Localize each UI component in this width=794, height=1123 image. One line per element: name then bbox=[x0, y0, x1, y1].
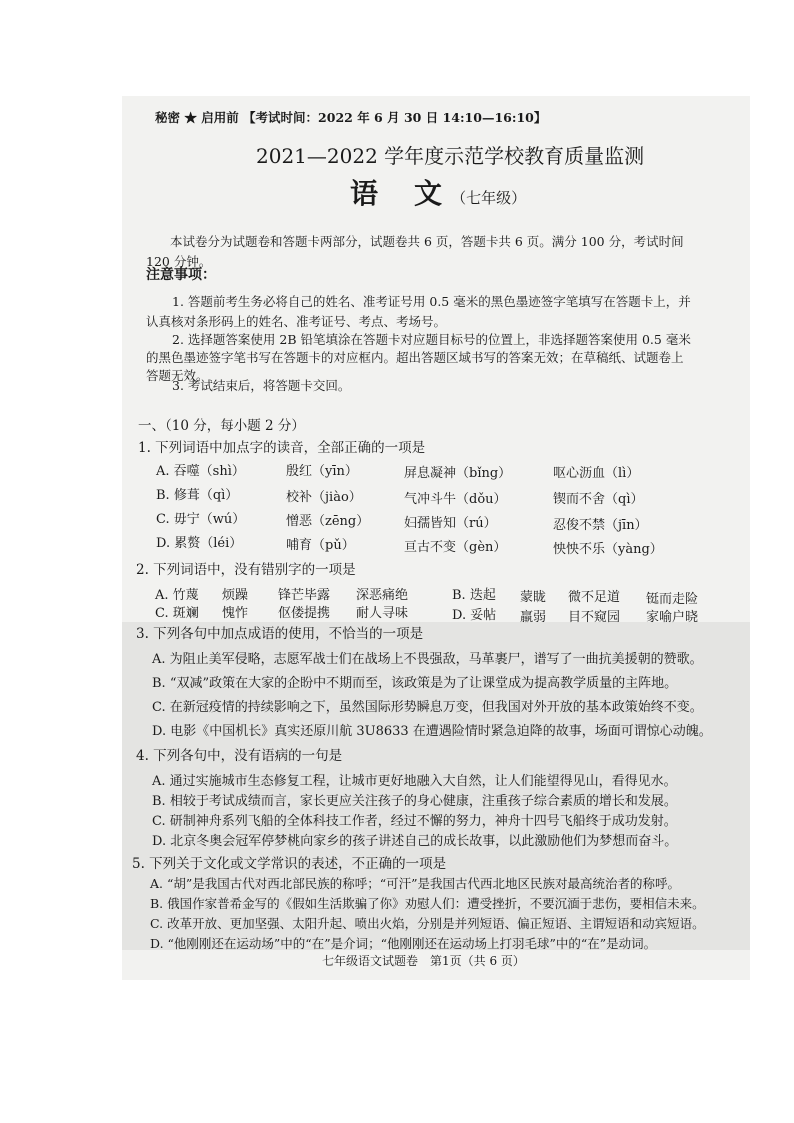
q1-a-4: 呕心沥血（lì） bbox=[553, 466, 640, 481]
q3-option-d: D. 电影《中国机长》真实还原川航 3U8633 在遭遇险情时紧急迫降的故事，场面可谓惊心动魄。 bbox=[152, 724, 712, 739]
q4-stem: 4. 下列各句中，没有语病的一句是 bbox=[136, 748, 343, 764]
q2-d-3: 目不窥园 bbox=[568, 610, 621, 625]
section-heading: 一、（10 分，每小题 2 分） bbox=[138, 418, 305, 434]
q2-b-3: 微不足道 bbox=[568, 590, 621, 605]
grade-label: （七年级） bbox=[451, 189, 527, 207]
q2-d-4: 家喻户晓 bbox=[646, 610, 699, 625]
note-3: 3. 考试结束后，将答题卡交回。 bbox=[172, 378, 351, 393]
q3-option-a: A. 为阻止美军侵略，志愿军战士们在战场上不畏强敌，马革裹尸，谱写了一曲抗美援朝的赞歌。 bbox=[152, 652, 703, 667]
q3-option-c: C. 在新冠疫情的持续影响之下，虽然国际形势瞬息万变，但我国对外开放的基本政策始终不变。 bbox=[152, 700, 703, 715]
note-1b: 认真核对条形码上的姓名、准考证号、考点、考场号。 bbox=[146, 314, 447, 329]
q1-d-1: D. 累赘（léi） bbox=[156, 536, 243, 551]
q2-b-2: 蒙眬 bbox=[520, 590, 547, 605]
q2-a-3: 锋芒毕露 bbox=[278, 588, 331, 603]
q1-d-2: 哺育（pǔ） bbox=[286, 538, 355, 553]
q1-d-4: 怏怏不乐（yàng） bbox=[553, 542, 663, 557]
intro-line-2: 120 分钟。 bbox=[146, 254, 212, 269]
q2-b-4: 铤而走险 bbox=[646, 592, 699, 607]
q2-c-2: 愧怍 bbox=[222, 606, 249, 621]
notes-heading: 注意事项： bbox=[146, 267, 216, 283]
q2-stem: 2. 下列词语中，没有错别字的一项是 bbox=[136, 562, 356, 578]
q1-c-1: C. 毋宁（wú） bbox=[156, 512, 246, 527]
q1-b-4: 锲而不舍（qì） bbox=[553, 492, 644, 507]
q1-a-1: A. 吞噬（shì） bbox=[156, 464, 245, 479]
note-1a: 1. 答题前考生务必将自己的姓名、准考证号用 0.5 毫米的黑色墨迹签字笔填写在答题卡上，并 bbox=[172, 294, 691, 309]
intro-line-1: 本试卷分为试题卷和答题卡两部分，试题卷共 6 页，答题卡共 6 页。满分 100 分，考试时间 bbox=[170, 234, 684, 249]
q5-option-a: A. “胡”是我国古代对西北部民族的称呼；“可汗”是我国古代西北地区民族对最高统治者的称呼。 bbox=[150, 876, 681, 891]
q4-option-d: D. 北京冬奥会冠军停梦桃向家乡的孩子讲述自己的成长故事，以此激励他们为梦想而奋斗。 bbox=[152, 834, 678, 849]
q5-option-b: B. 俄国作家普希金写的《假如生活欺骗了你》劝慰人们：遭受挫折，不要沉湎于悲伤，要相信未来。 bbox=[150, 896, 705, 911]
secret-line: 秘密 ★ 启用前 【考试时间：2022 年 6 月 30 日 14:10—16:10】 bbox=[155, 110, 547, 125]
subject-name: 语 文 bbox=[350, 177, 447, 210]
q4-option-c: C. 研制神舟系列飞船的全体科技工作者，经过不懈的努力，神舟十四号飞船终于成功发射。 bbox=[152, 814, 677, 829]
q1-b-3: 气冲斗牛（dǒu） bbox=[404, 492, 507, 507]
page-footer: 七年级语文试题卷 第1页（共 6 页） bbox=[322, 954, 525, 968]
q1-b-1: B. 修葺（qì） bbox=[156, 488, 239, 503]
q1-c-4: 忍俊不禁（jīn） bbox=[553, 518, 648, 533]
q2-c-3: 伛偻提携 bbox=[278, 606, 331, 621]
q1-stem: 1. 下列词语中加点字的读音，全部正确的一项是 bbox=[138, 440, 426, 456]
q2-c-4: 耐人寻味 bbox=[356, 606, 409, 621]
q5-option-d: D. “他刚刚还在运动场”中的“在”是介词；“他刚刚还在运动场上打羽毛球”中的“在”是动词。 bbox=[150, 936, 657, 951]
q2-d-1: D. 妥帖 bbox=[452, 608, 497, 623]
note-2a: 2. 选择题答案使用 2B 铅笔填涂在答题卡对应题目标号的位置上，非选择题答案使用 0.5 毫米 bbox=[172, 332, 691, 347]
q2-b-1: B. 迭起 bbox=[452, 588, 496, 603]
q2-a-2: 烦躁 bbox=[222, 588, 249, 603]
subject-title bbox=[350, 172, 526, 212]
q1-d-3: 亘古不变（gèn） bbox=[404, 540, 507, 555]
note-2b: 的黑色墨迹签字笔书写在答题卡的对应框内。超出答题区域书写的答案无效；在草稿纸、试题卷上 bbox=[146, 350, 684, 365]
q1-b-2: 校补（jiào） bbox=[286, 490, 362, 505]
q1-c-3: 妇孺皆知（rú） bbox=[404, 516, 497, 531]
q4-option-b: B. 相较于考试成绩而言，家长更应关注孩子的身心健康，注重孩子综合素质的增长和发展。 bbox=[152, 794, 677, 809]
q2-a-1: A. 竹蔑 bbox=[155, 588, 199, 603]
q3-stem: 3. 下列各句中加点成语的使用，不恰当的一项是 bbox=[136, 626, 424, 642]
q2-c-1: C. 斑斓 bbox=[155, 606, 199, 621]
q2-d-2: 羸弱 bbox=[520, 610, 547, 625]
note-2c: 答题无效。 bbox=[146, 368, 209, 383]
q1-c-2: 憎恶（zēng） bbox=[286, 514, 370, 529]
q5-option-c: C. 改革开放、更加坚强、太阳升起、喷出火焰，分别是并列短语、偏正短语、主谓短语和动宾短语。 bbox=[150, 916, 705, 931]
q4-option-a: A. 通过实施城市生态修复工程，让城市更好地融入大自然，让人们能望得见山，看得见水。 bbox=[152, 774, 677, 789]
q2-a-4: 深恶痛绝 bbox=[356, 588, 409, 603]
q1-a-3: 屏息凝神（bǐng） bbox=[404, 466, 512, 481]
q3-option-b: B. “双减”政策在大家的企盼中不期而至，该政策是为了让课堂成为提高教学质量的主阵地。 bbox=[152, 676, 678, 691]
q1-a-2: 殷红（yīn） bbox=[286, 464, 358, 479]
exam-title: 2021—2022 学年度示范学校教育质量监测 bbox=[256, 144, 645, 168]
q5-stem: 5. 下列关于文化或文学常识的表述，不正确的一项是 bbox=[132, 856, 447, 872]
